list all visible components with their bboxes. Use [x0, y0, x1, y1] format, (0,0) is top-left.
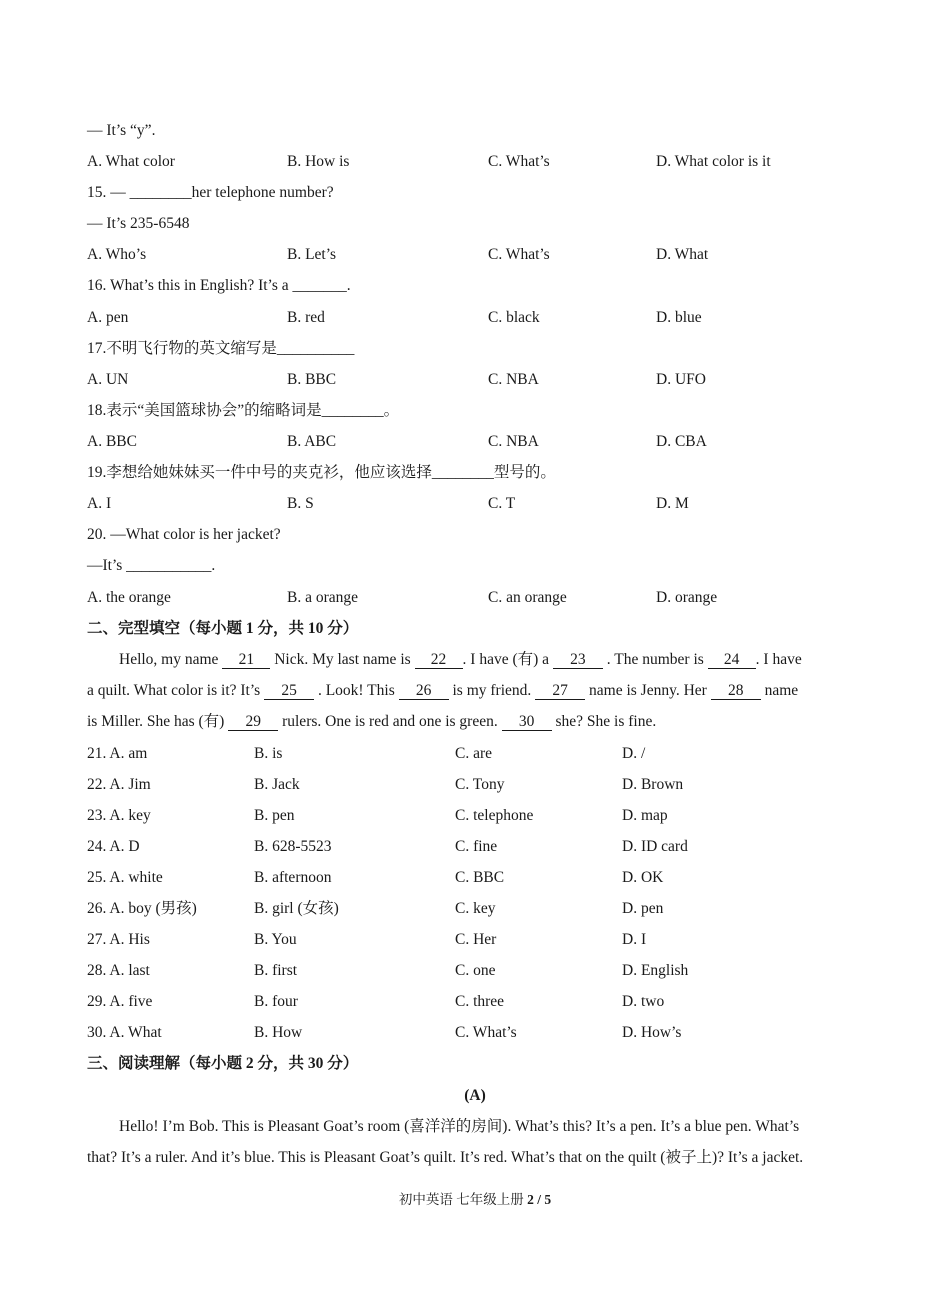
- cloze-option: D. I: [622, 931, 647, 948]
- q18-option-b: B. ABC: [287, 433, 337, 450]
- reading-a-line-1: Hello! I’m Bob. This is Pleasant Goat’s room (喜洋洋的房间). What’s this? It’s a pen. It’s a blue pen. What’s: [119, 1118, 800, 1135]
- cloze-option: C. three: [455, 993, 505, 1010]
- q15-option-b: B. Let’s: [287, 246, 337, 263]
- cloze-option: 30. A. What: [87, 1024, 162, 1041]
- q17-option-c: C. NBA: [488, 371, 539, 388]
- q15-question: [87, 183, 334, 203]
- q19-question: 19.李想给她妹妹买一件中号的夹克衫，他应该选择________型号的。: [87, 464, 556, 481]
- cloze-text: rulers. One is red and one is green.: [278, 713, 502, 730]
- cloze-option: C. are: [455, 745, 493, 762]
- cloze-text: . I have (有) a: [462, 651, 553, 668]
- cloze-blank-23: 23: [553, 651, 603, 669]
- q18-option-a: A. BBC: [87, 433, 137, 450]
- cloze-text: Nick. My last name is: [270, 651, 415, 668]
- cloze-option: D. ID card: [622, 838, 688, 855]
- cloze-option: D. map: [622, 807, 668, 824]
- cloze-blank-24: 24: [708, 651, 756, 669]
- cloze-option: B. How: [254, 1024, 303, 1041]
- cloze-option: B. 628-5523: [254, 838, 332, 855]
- cloze-option: 29. A. five: [87, 993, 153, 1010]
- cloze-option: 26. A. boy (男孩): [87, 900, 197, 917]
- cloze-passage-line-1: [87, 650, 864, 670]
- cloze-blank-26: 26: [399, 682, 449, 700]
- q19-option-b: B. S: [287, 495, 314, 512]
- q17-question: 17.不明飞行物的英文缩写是__________: [87, 340, 355, 357]
- cloze-option: C. BBC: [455, 869, 505, 886]
- section3-title: 三、阅读理解（每小题 2 分，共 30 分）: [87, 1055, 359, 1072]
- cloze-option: C. Tony: [455, 776, 505, 793]
- q20-option-a: A. the orange: [87, 589, 171, 606]
- footer-page-number: 2 / 5: [527, 1192, 552, 1207]
- q14-option-d: D. What color is it: [656, 153, 771, 170]
- cloze-blank-21: 21: [222, 651, 270, 669]
- cloze-passage-line-2: [87, 681, 864, 701]
- q16-question: 16. What’s this in English? It’s a _______.: [87, 277, 351, 294]
- cloze-blank-22: 22: [415, 651, 463, 669]
- cloze-passage-line-3: [87, 712, 864, 732]
- cloze-option: B. pen: [254, 807, 295, 824]
- cloze-option: D. OK: [622, 869, 664, 886]
- page-footer: [0, 1191, 950, 1209]
- q18-question: 18.表示“美国篮球协会”的缩略词是________。: [87, 402, 400, 419]
- cloze-option: D. pen: [622, 900, 664, 917]
- cloze-option: C. fine: [455, 838, 498, 855]
- cloze-option: C. one: [455, 962, 496, 979]
- q15-prefix: 15. —: [87, 184, 130, 201]
- q17-option-d: D. UFO: [656, 371, 706, 388]
- cloze-text: . Look! This: [314, 682, 399, 699]
- cloze-option: C. telephone: [455, 807, 534, 824]
- cloze-option: C. key: [455, 900, 496, 917]
- q17-option-a: A. UN: [87, 371, 129, 388]
- cloze-option: B. first: [254, 962, 298, 979]
- q16-option-d: D. blue: [656, 309, 702, 326]
- cloze-text: . The number is: [602, 651, 708, 668]
- q15-answer-line: — It’s 235-6548: [87, 215, 190, 232]
- cloze-blank-27: 27: [535, 682, 585, 700]
- cloze-text: Hello, my name: [119, 651, 223, 668]
- cloze-option: 23. A. key: [87, 807, 151, 824]
- q15-option-c: C. What’s: [488, 246, 550, 263]
- cloze-blank-30: 30: [502, 713, 552, 731]
- q20-answer-line: —It’s ___________.: [87, 557, 216, 574]
- q14-option-b: B. How is: [287, 153, 350, 170]
- cloze-text: name: [760, 682, 799, 699]
- q16-option-b: B. red: [287, 309, 325, 326]
- section2-title: 二、完型填空（每小题 1 分，共 10 分）: [87, 620, 359, 637]
- q15-blank: ________: [129, 184, 192, 201]
- q19-option-a: A. I: [87, 495, 112, 512]
- footer-subject: 初中英语 七年级上册: [398, 1192, 528, 1207]
- cloze-option: B. is: [254, 745, 283, 762]
- q16-option-a: A. pen: [87, 309, 129, 326]
- q20-question: 20. —What color is her jacket?: [87, 526, 281, 543]
- q18-option-c: C. NBA: [488, 433, 539, 450]
- cloze-option: 22. A. Jim: [87, 776, 151, 793]
- q15-suffix: her telephone number?: [191, 184, 334, 201]
- cloze-text: is my friend.: [448, 682, 536, 699]
- cloze-option: B. You: [254, 931, 297, 948]
- cloze-option: D. Brown: [622, 776, 684, 793]
- cloze-option: D. English: [622, 962, 689, 979]
- q15-option-d: D. What: [656, 246, 709, 263]
- cloze-blank-28: 28: [711, 682, 761, 700]
- cloze-blank-25: 25: [264, 682, 314, 700]
- cloze-option: B. afternoon: [254, 869, 332, 886]
- cloze-option: 25. A. white: [87, 869, 163, 886]
- cloze-option: D. How’s: [622, 1024, 682, 1041]
- cloze-option: D. two: [622, 993, 665, 1010]
- cloze-option: C. Her: [455, 931, 497, 948]
- cloze-option: B. girl (女孩): [254, 900, 339, 917]
- cloze-text: she? She is fine.: [551, 713, 657, 730]
- reading-a-subtitle: (A): [464, 1087, 486, 1104]
- q14-option-a: A. What color: [87, 153, 175, 170]
- cloze-option: 21. A. am: [87, 745, 148, 762]
- q17-option-b: B. BBC: [287, 371, 337, 388]
- q20-option-b: B. a orange: [287, 589, 359, 606]
- q18-option-d: D. CBA: [656, 433, 707, 450]
- cloze-option: 27. A. His: [87, 931, 150, 948]
- cloze-option: B. Jack: [254, 776, 300, 793]
- q20-option-d: D. orange: [656, 589, 718, 606]
- q14-option-c: C. What’s: [488, 153, 550, 170]
- reading-a-line-2: that? It’s a ruler. And it’s blue. This is Pleasant Goat’s quilt. It’s red. What’s that on the quilt (被子上)? It’s a jacket.: [87, 1149, 804, 1166]
- cloze-text: . I have: [755, 651, 802, 668]
- q16-option-c: C. black: [488, 309, 540, 326]
- cloze-option: 28. A. last: [87, 962, 150, 979]
- q15-option-a: A. Who’s: [87, 246, 147, 263]
- cloze-blank-29: 29: [228, 713, 278, 731]
- cloze-option: B. four: [254, 993, 298, 1010]
- q19-option-d: D. M: [656, 495, 689, 512]
- cloze-option: 24. A. D: [87, 838, 140, 855]
- q20-option-c: C. an orange: [488, 589, 567, 606]
- q19-option-c: C. T: [488, 495, 516, 512]
- cloze-text: name is Jenny. Her: [585, 682, 711, 699]
- cloze-text: a quilt. What color is it? It’s: [87, 682, 265, 699]
- cloze-option: C. What’s: [455, 1024, 517, 1041]
- cloze-text: is Miller. She has (有): [87, 713, 229, 730]
- cloze-option: D. /: [622, 745, 646, 762]
- q14-answer-line: — It’s “y”.: [87, 122, 156, 139]
